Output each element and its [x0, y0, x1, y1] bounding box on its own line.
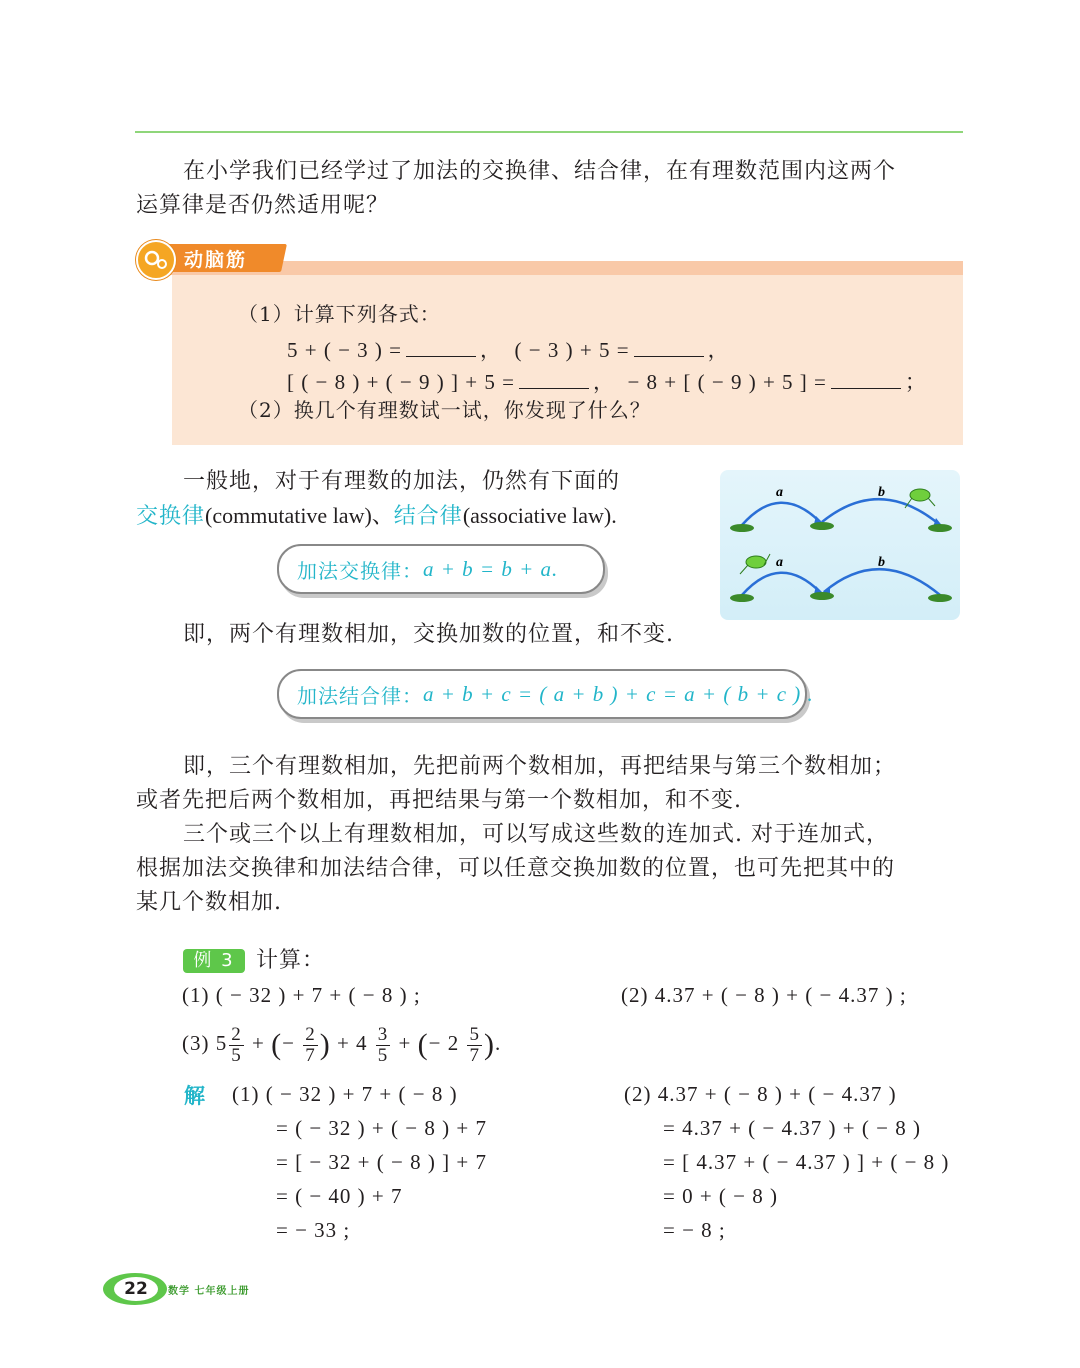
- commutative-en: (commutative law)、: [205, 503, 394, 528]
- solution-label: 解: [184, 1084, 205, 1108]
- label-b-top: b: [878, 485, 885, 500]
- associative-law-box: [277, 669, 814, 719]
- general-line-1: 一般地，对于有理数的加法，仍然有下面的: [183, 469, 621, 494]
- blank-4: [831, 370, 901, 389]
- commutative-term: 交换律: [136, 504, 206, 529]
- commutative-law-label: 加法交换律：: [297, 558, 423, 583]
- top-divider: [135, 131, 963, 133]
- label-b-bottom: b: [878, 555, 885, 570]
- sol2-step-2: = 4.37 + ( − 4.37 ) + ( − 8 ): [663, 1116, 921, 1140]
- problem-3: (3) 5 $\frac{2}{5}$ + (− $\frac{2}{7}$ ) + 4 $\frac{3}{5}$ + (− 2 $\frac{5}{7}$ ).: [182, 1023, 502, 1066]
- label-a-top: a: [776, 485, 783, 500]
- associative-law-formula: a + b + c = ( a + b ) + c = a + ( b + c ) .: [423, 681, 814, 706]
- frog-jump-illustration: [720, 470, 960, 620]
- associative-explain-1: 即，三个有理数相加，先把前两个数相加，再把结果与第三个数相加；: [183, 754, 897, 779]
- think-header-bar: [168, 261, 963, 275]
- associative-explain-2: 或者先把后两个数相加，再把结果与第一个数相加，和不变.: [136, 788, 742, 813]
- frog-icon: [740, 489, 935, 574]
- associative-term: 结合律: [393, 504, 463, 529]
- blank-3: [519, 370, 589, 389]
- commutative-law-box: [277, 544, 605, 594]
- problem-1: (1) ( − 32 ) + 7 + ( − 8 ) ;: [182, 983, 421, 1007]
- gears-icon: [136, 240, 176, 280]
- think-badge-label: 动脑筋: [184, 249, 248, 271]
- continued-line-2: 根据加法交换律和加法结合律，可以任意交换加数的位置，也可先把其中的: [136, 856, 896, 881]
- sol1-step-2: = ( − 32 ) + ( − 8 ) + 7: [276, 1116, 487, 1140]
- intro-line-1: 在小学我们已经学过了加法的交换律、结合律，在有理数范围内这两个: [183, 159, 897, 184]
- expr-2: ( − 3 ) + 5 =: [514, 338, 630, 362]
- blank-1: [406, 338, 476, 357]
- expr-3: [ ( − 8 ) + ( − 9 ) ] + 5 =: [287, 370, 515, 394]
- sol1-step-1: (1) ( − 32 ) + 7 + ( − 8 ): [232, 1082, 458, 1106]
- sol2-step-5: = − 8 ;: [663, 1218, 726, 1242]
- intro-line-2: 运算律是否仍然适用呢？: [136, 193, 390, 218]
- example-badge: 例 3: [183, 949, 245, 973]
- problem-3-prefix: (3) 5: [182, 1031, 228, 1055]
- continued-line-1: 三个或三个以上有理数相加，可以写成这些数的连加式. 对于连加式，: [183, 822, 889, 847]
- problem-3-suffix: .: [494, 1031, 502, 1055]
- problem-2: (2) 4.37 + ( − 8 ) + ( − 4.37 ) ;: [621, 983, 907, 1007]
- book-title: 数学 七年级上册: [168, 1286, 250, 1297]
- expr-4: − 8 + [ ( − 9 ) + 5 ] =: [627, 370, 827, 394]
- think-badge: [136, 240, 286, 276]
- sol2-step-3: = [ 4.37 + ( − 4.37 ) ] + ( − 8 ): [663, 1150, 950, 1174]
- sol1-step-3: = [ − 32 + ( − 8 ) ] + 7: [276, 1150, 487, 1174]
- blank-2: [634, 338, 704, 357]
- associative-en: (associative law).: [462, 503, 617, 528]
- think-row-1: 5 + ( − 3 ) = ， ( − 3 ) + 5 = ，: [287, 338, 730, 362]
- example-title: 计算：: [256, 948, 326, 973]
- expr-1: 5 + ( − 3 ) =: [287, 338, 403, 362]
- label-a-bottom: a: [776, 555, 783, 570]
- associative-law-label: 加法结合律：: [297, 683, 423, 708]
- commutative-explain: 即，两个有理数相加，交换加数的位置，和不变.: [183, 622, 674, 647]
- think-row-2: [ ( − 8 ) + ( − 9 ) ] + 5 = ， − 8 + [ ( − 9 ) + 5 ] = ；: [287, 370, 927, 394]
- think-q2: （2）换几个有理数试一试，你发现了什么？: [238, 398, 651, 422]
- sol2-step-4: = 0 + ( − 8 ): [663, 1184, 779, 1208]
- sol2-step-1: (2) 4.37 + ( − 8 ) + ( − 4.37 ): [624, 1082, 897, 1106]
- general-line-2: [136, 499, 617, 534]
- think-q1: （1）计算下列各式：: [238, 302, 441, 326]
- sol1-step-4: = ( − 40 ) + 7: [276, 1184, 403, 1208]
- commutative-law-formula: a + b = b + a.: [423, 556, 559, 581]
- continued-line-3: 某几个数相加.: [136, 890, 282, 915]
- sol1-step-5: = − 33 ;: [276, 1218, 351, 1242]
- page-number: 22: [114, 1277, 158, 1301]
